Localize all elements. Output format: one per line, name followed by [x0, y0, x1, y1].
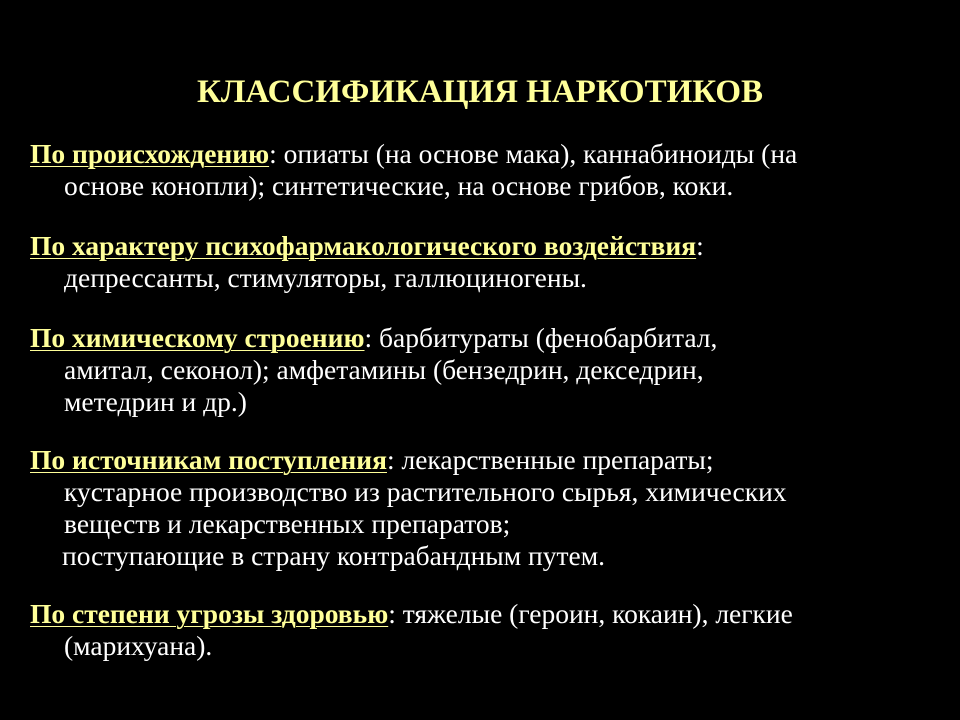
item-text: : тяжелые (героин, кокаин), легкие: [388, 598, 793, 629]
item-line: [30, 230, 940, 262]
item-heading: По степени угрозы здоровью: [30, 598, 389, 629]
slide-title: КЛАССИФИКАЦИЯ НАРКОТИКОВ: [196, 74, 764, 110]
item-text: : опиаты (на основе мака), каннабиноиды (на: [269, 138, 798, 169]
item-line: поступающие в страну контрабандным путем.: [62, 540, 606, 571]
item-text: :: [696, 230, 704, 261]
item-heading: По источникам поступления: [30, 444, 387, 475]
item-line: кустарное производство из растительного сырья, химических: [64, 476, 787, 507]
item-line: веществ и лекарственных препаратов;: [64, 508, 511, 539]
item-line: депрессанты, стимуляторы, галлюциногены.: [64, 262, 587, 293]
item-line: [30, 444, 940, 476]
classification-item-origin: [30, 138, 940, 202]
item-line: основе конопли); синтетические, на основе грибов, коки.: [64, 170, 734, 201]
item-line: амитал, секонол); амфетамины (бензедрин, декседрин,: [64, 354, 704, 385]
item-line: метедрин и др.): [64, 386, 247, 417]
classification-item-effect: [30, 230, 940, 294]
item-line: [30, 138, 940, 170]
item-heading: По характеру психофармакологического воздействия: [30, 230, 697, 261]
item-text: : лекарственные препараты;: [386, 444, 714, 475]
classification-item-source: [30, 444, 940, 572]
item-line: (марихуана).: [64, 630, 213, 661]
item-line: [30, 598, 940, 630]
classification-item-health-threat: [30, 598, 940, 662]
item-text: : барбитураты (фенобарбитал,: [364, 322, 718, 353]
item-line: [30, 322, 940, 354]
item-heading: По происхождению: [30, 138, 270, 169]
item-heading: По химическому строению: [30, 322, 365, 353]
classification-item-chemical: [30, 322, 940, 418]
